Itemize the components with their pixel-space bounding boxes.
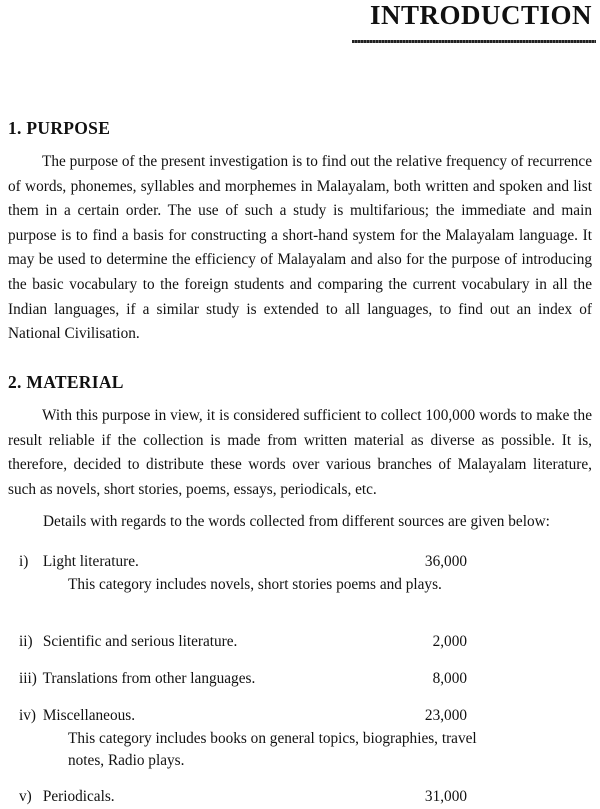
item-count: 31,000	[424, 788, 467, 805]
list-item	[19, 631, 479, 654]
item-count: 8,000	[432, 670, 467, 687]
item-count: 23,000	[424, 707, 467, 724]
section-heading-purpose: 1. PURPOSE	[8, 118, 111, 138]
list-item	[19, 705, 479, 773]
material-paragraph: With this purpose in view, it is considered sufficient to collect 100,000 words to make the result reliable if the collection is made from written material as diverse as possible. It is, therefore, decided to distribute these words over various branches of Malayalam literature, such as novels, short stories, poems, essays, periodicals, etc.	[8, 407, 592, 498]
item-marker: iv)	[19, 707, 36, 724]
title-underline	[352, 40, 596, 43]
item-label: Translations from other languages.	[42, 670, 256, 687]
item-description: This category includes novels, short stories poems and plays.	[68, 575, 442, 593]
item-marker: v)	[19, 788, 32, 805]
item-count: 2,000	[432, 633, 467, 650]
item-label: Light literature.	[42, 553, 139, 570]
item-label: Periodicals.	[42, 788, 115, 805]
details-intro: Details with regards to the words collected from different sources are given below:	[43, 513, 550, 530]
item-marker: i)	[19, 553, 29, 570]
item-description: This category includes books on general topics, biographies, travel notes, Radio plays.	[68, 729, 477, 769]
list-item	[19, 551, 479, 596]
section-heading-material: 2. MATERIAL	[8, 372, 124, 392]
item-count: 36,000	[424, 553, 467, 570]
item-label: Scientific and serious literature.	[42, 633, 238, 650]
item-marker: ii)	[19, 633, 33, 650]
item-label: Miscellaneous.	[42, 707, 136, 724]
item-marker: iii)	[19, 670, 37, 687]
list-item	[19, 786, 479, 809]
chapter-title: INTRODUCTION	[369, 0, 592, 30]
purpose-paragraph: The purpose of the present investigation is to find out the relative frequency of recurrence of words, phonemes, syllables and morphemes in Malayalam, both written and spoken and list them in a certain order. The use of such a study is multifarious; the immediate and main purpose is to find a basis for constructing a short-hand system for the Malayalam language. It may be used to determine the efficiency of Malayalam and also for the purpose of introducing the basic vocabulary to the foreign students and comparing the current vocabulary in all the Indian languages, if a similar study is extended to all languages, to find out an index of National Civilisation.	[8, 153, 592, 343]
list-item	[19, 668, 479, 691]
